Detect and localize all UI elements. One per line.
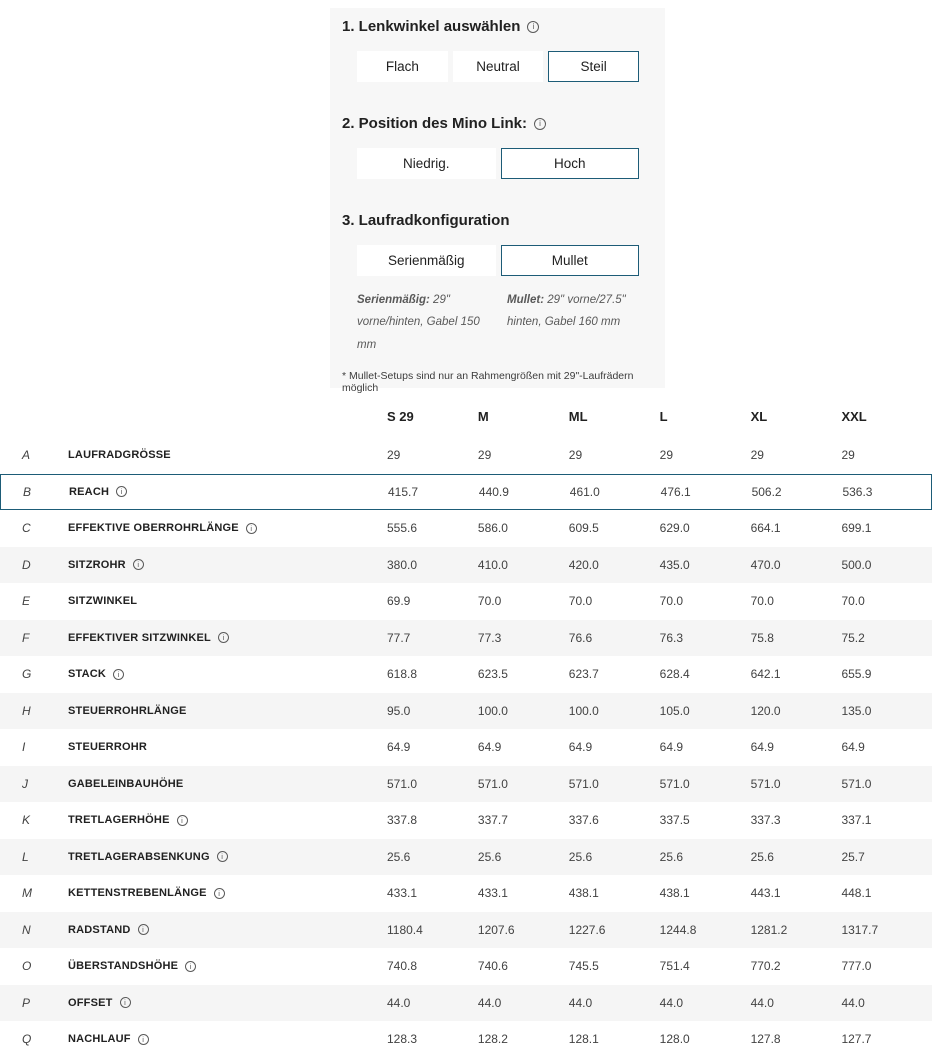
- row-label-text: RADSTAND: [68, 923, 131, 936]
- row-value: 77.7: [387, 630, 411, 645]
- row-label-text: OFFSET: [68, 996, 113, 1009]
- info-icon[interactable]: i: [527, 21, 539, 33]
- row-value: 655.9: [841, 667, 872, 682]
- row-label: [68, 887, 387, 899]
- geometry-config-panel: [330, 8, 665, 395]
- row-label: [68, 705, 387, 717]
- laufrad-options: [357, 245, 639, 276]
- row-value: 70.0: [841, 594, 865, 609]
- table-row-j[interactable]: [0, 766, 932, 803]
- row-value: 75.8: [750, 630, 774, 645]
- row-value: 586.0: [477, 521, 508, 536]
- row-value: 128.3: [387, 1032, 418, 1047]
- info-icon[interactable]: i: [246, 523, 257, 534]
- row-letter: H: [22, 703, 31, 718]
- row-value: 571.0: [841, 776, 872, 791]
- table-row-k[interactable]: [0, 802, 932, 839]
- row-value: 135.0: [841, 703, 872, 718]
- section-title-text: 3. Laufradkonfiguration: [342, 212, 510, 229]
- row-value: 448.1: [841, 886, 872, 901]
- row-label: [68, 741, 387, 753]
- info-icon[interactable]: i: [113, 669, 124, 680]
- row-label: [68, 449, 387, 461]
- row-value: 64.9: [750, 740, 774, 755]
- row-label-text: KETTENSTREBENLÄNGE: [68, 887, 207, 900]
- row-value: 44.0: [477, 995, 502, 1010]
- row-value: 29: [568, 448, 583, 463]
- row-value: 128.1: [568, 1032, 599, 1047]
- row-label-text: ÜBERSTANDSHÖHE: [68, 960, 179, 973]
- row-label-text: TRETLAGERABSENKUNG: [68, 850, 210, 863]
- section-title-mino-link: [342, 115, 653, 132]
- row-letter: G: [22, 667, 32, 682]
- row-value: 76.6: [568, 630, 593, 645]
- row-value: 506.2: [751, 484, 782, 499]
- row-value: 337.1: [841, 813, 872, 828]
- mino-link-options: [357, 148, 639, 179]
- info-icon[interactable]: i: [133, 559, 144, 570]
- column-header-s29: S 29: [387, 408, 414, 424]
- row-value: 470.0: [750, 557, 781, 572]
- table-row-a[interactable]: [0, 437, 932, 474]
- row-label-text: EFFEKTIVE OBERROHRLÄNGE: [68, 522, 239, 535]
- row-value: 64.9: [387, 740, 411, 755]
- row-letter: K: [22, 813, 31, 828]
- row-label-text: SITZWINKEL: [68, 595, 138, 608]
- table-row-h[interactable]: [0, 693, 932, 730]
- row-value: 571.0: [387, 776, 418, 791]
- row-letter: Q: [22, 1032, 32, 1047]
- row-value: 443.1: [750, 886, 781, 901]
- table-row-m[interactable]: [0, 875, 932, 912]
- table-row-q[interactable]: [0, 1021, 932, 1058]
- geometry-table: [0, 395, 932, 1058]
- table-row-b[interactable]: [0, 474, 932, 511]
- row-label: [68, 1033, 387, 1045]
- row-value: 105.0: [659, 703, 690, 718]
- row-value: 433.1: [387, 886, 418, 901]
- lenkwinkel-options: [357, 51, 639, 82]
- row-value: 29: [841, 448, 855, 463]
- row-letter: I: [22, 740, 26, 755]
- option-mullet[interactable]: Mullet: [501, 245, 640, 276]
- column-header-ml: ML: [568, 408, 588, 424]
- row-value: 29: [387, 448, 401, 463]
- row-value: 435.0: [659, 557, 690, 572]
- option-flach[interactable]: Flach: [357, 51, 448, 82]
- row-value: 699.1: [841, 521, 872, 536]
- option-niedrig[interactable]: Niedrig.: [357, 148, 496, 179]
- row-value: 25.6: [387, 849, 411, 864]
- row-letter: P: [22, 995, 31, 1010]
- row-value: 571.0: [568, 776, 599, 791]
- row-value: 64.9: [659, 740, 684, 755]
- table-row-p[interactable]: [0, 985, 932, 1022]
- row-value: 25.6: [568, 849, 593, 864]
- row-value: 25.6: [659, 849, 684, 864]
- info-icon[interactable]: i: [177, 815, 188, 826]
- row-value: 77.3: [477, 630, 502, 645]
- option-serienmaessig[interactable]: Serienmäßig: [357, 245, 496, 276]
- row-value: 95.0: [387, 703, 411, 718]
- row-value: 75.2: [841, 630, 865, 645]
- row-value: 127.8: [750, 1032, 781, 1047]
- info-icon[interactable]: i: [138, 924, 149, 935]
- row-value: 571.0: [750, 776, 781, 791]
- row-value: 420.0: [568, 557, 599, 572]
- row-label-text: STACK: [68, 668, 107, 681]
- row-value: 29: [477, 448, 492, 463]
- column-header-xl: XL: [750, 408, 768, 424]
- row-letter: E: [22, 594, 31, 609]
- row-value: 70.0: [659, 594, 684, 609]
- info-icon[interactable]: i: [217, 851, 228, 862]
- row-value: 628.4: [659, 667, 690, 682]
- row-value: 337.6: [568, 813, 599, 828]
- row-label: [68, 559, 387, 571]
- table-body: [0, 437, 932, 1058]
- row-label: [68, 851, 387, 863]
- row-value: 642.1: [750, 667, 781, 682]
- info-icon[interactable]: i: [218, 632, 229, 643]
- row-value: 120.0: [750, 703, 781, 718]
- row-letter: D: [22, 557, 31, 572]
- row-value: 69.9: [387, 594, 411, 609]
- row-label: [68, 778, 387, 790]
- row-label: [68, 595, 387, 607]
- row-value: 536.3: [842, 484, 873, 499]
- row-value: 25.6: [750, 849, 774, 864]
- table-row-d[interactable]: [0, 547, 932, 584]
- row-label-text: NACHLAUF: [68, 1033, 131, 1046]
- row-value: 440.9: [478, 484, 509, 499]
- row-value: 410.0: [477, 557, 508, 572]
- row-value: 438.1: [659, 886, 690, 901]
- row-value: 777.0: [841, 959, 872, 974]
- row-value: 44.0: [568, 995, 593, 1010]
- row-label-text: LAUFRADGRÖSSE: [68, 449, 171, 462]
- row-value: 1281.2: [750, 922, 788, 937]
- row-letter: J: [22, 776, 28, 791]
- row-value: 76.3: [659, 630, 684, 645]
- row-value: 1317.7: [841, 922, 879, 937]
- mullet-footnote: * Mullet-Setups sind nur an Rahmengrößen mit 29"-Laufrädern möglich: [342, 370, 634, 395]
- info-icon[interactable]: i: [534, 118, 546, 130]
- column-header-m: M: [477, 408, 489, 424]
- row-value: 740.6: [477, 959, 508, 974]
- row-value: 618.8: [387, 667, 418, 682]
- row-letter: B: [23, 484, 32, 499]
- option-hoch[interactable]: Hoch: [501, 148, 640, 179]
- option-neutral[interactable]: Neutral: [453, 51, 544, 82]
- row-value: 64.9: [568, 740, 593, 755]
- row-value: 433.1: [477, 886, 508, 901]
- option-steil[interactable]: Steil: [548, 51, 639, 82]
- row-value: 64.9: [841, 740, 865, 755]
- row-letter: M: [22, 886, 32, 901]
- table-row-g[interactable]: [0, 656, 932, 693]
- section-title-text: 1. Lenkwinkel auswählen: [342, 18, 521, 35]
- row-letter: C: [22, 521, 31, 536]
- row-value: 461.0: [569, 484, 600, 499]
- info-icon[interactable]: i: [116, 486, 127, 497]
- row-value: 571.0: [659, 776, 690, 791]
- table-row-o[interactable]: [0, 948, 932, 985]
- row-value: 664.1: [750, 521, 781, 536]
- row-value: 337.5: [659, 813, 690, 828]
- row-label: [69, 486, 388, 498]
- row-value: 128.2: [477, 1032, 508, 1047]
- table-row-l[interactable]: [0, 839, 932, 876]
- row-value: 1207.6: [477, 922, 515, 937]
- row-value: 1180.4: [387, 922, 423, 937]
- row-value: 1244.8: [659, 922, 697, 937]
- row-label-text: EFFEKTIVER SITZWINKEL: [68, 631, 211, 644]
- row-label: [68, 814, 387, 826]
- wheel-config-descriptions: [357, 289, 647, 356]
- row-label-text: TRETLAGERHÖHE: [68, 814, 170, 827]
- row-label-text: REACH: [69, 485, 110, 498]
- row-label: [68, 924, 387, 936]
- description-mullet: Mullet: 29" vorne/27.5" hinten, Gabel 160 mm: [507, 294, 626, 329]
- row-value: 128.0: [659, 1032, 690, 1047]
- row-letter: A: [22, 448, 31, 463]
- table-row-n[interactable]: [0, 912, 932, 949]
- row-value: 609.5: [568, 521, 599, 536]
- row-value: 70.0: [568, 594, 593, 609]
- info-icon[interactable]: i: [138, 1034, 149, 1045]
- row-value: 64.9: [477, 740, 502, 755]
- table-row-f[interactable]: [0, 620, 932, 657]
- row-value: 337.3: [750, 813, 781, 828]
- row-label: [68, 668, 387, 680]
- table-row-c[interactable]: [0, 510, 932, 547]
- table-row-e[interactable]: [0, 583, 932, 620]
- row-value: 1227.6: [568, 922, 606, 937]
- row-value: 415.7: [388, 484, 419, 499]
- row-label: [68, 522, 387, 534]
- row-letter: L: [22, 849, 29, 864]
- row-value: 629.0: [659, 521, 690, 536]
- row-value: 770.2: [750, 959, 781, 974]
- row-value: 44.0: [841, 995, 865, 1010]
- row-value: 751.4: [659, 959, 690, 974]
- info-icon[interactable]: i: [214, 888, 225, 899]
- column-header-xxl: XXL: [841, 408, 867, 424]
- table-row-i[interactable]: [0, 729, 932, 766]
- row-value: 337.8: [387, 813, 418, 828]
- description-serienmaessig: Serienmäßig: 29" vorne/hinten, Gabel 150 mm: [357, 294, 480, 351]
- row-value: 500.0: [841, 557, 872, 572]
- row-value: 44.0: [659, 995, 684, 1010]
- row-letter: O: [22, 959, 32, 974]
- row-value: 740.8: [387, 959, 418, 974]
- row-value: 25.6: [477, 849, 502, 864]
- row-value: 44.0: [387, 995, 411, 1010]
- row-value: 438.1: [568, 886, 599, 901]
- row-label: [68, 632, 387, 644]
- row-label-text: STEUERROHR: [68, 741, 148, 754]
- row-value: 70.0: [750, 594, 774, 609]
- section-title-lenkwinkel: [342, 18, 653, 35]
- row-value: 380.0: [387, 557, 418, 572]
- info-icon[interactable]: i: [185, 961, 196, 972]
- row-value: 571.0: [477, 776, 508, 791]
- row-label: [68, 960, 387, 972]
- row-label: [68, 997, 387, 1009]
- row-value: 100.0: [477, 703, 508, 718]
- row-letter: F: [22, 630, 30, 645]
- row-value: 623.5: [477, 667, 508, 682]
- row-value: 44.0: [750, 995, 774, 1010]
- row-value: 25.7: [841, 849, 865, 864]
- info-icon[interactable]: i: [120, 997, 131, 1008]
- row-letter: N: [22, 922, 31, 937]
- row-value: 29: [750, 448, 764, 463]
- row-label-text: GABELEINBAUHÖHE: [68, 777, 184, 790]
- row-value: 745.5: [568, 959, 599, 974]
- row-value: 623.7: [568, 667, 599, 682]
- column-header-l: L: [659, 408, 668, 424]
- table-header-row: [0, 395, 932, 437]
- section-title-laufradkonfiguration: [342, 212, 653, 229]
- row-value: 476.1: [660, 484, 691, 499]
- section-title-text: 2. Position des Mino Link:: [342, 115, 528, 132]
- row-value: 100.0: [568, 703, 599, 718]
- row-value: 127.7: [841, 1032, 872, 1047]
- row-value: 70.0: [477, 594, 502, 609]
- row-value: 29: [659, 448, 674, 463]
- row-label-text: STEUERROHRLÄNGE: [68, 704, 187, 717]
- row-label-text: SITZROHR: [68, 558, 126, 571]
- row-value: 337.7: [477, 813, 508, 828]
- row-value: 555.6: [387, 521, 418, 536]
